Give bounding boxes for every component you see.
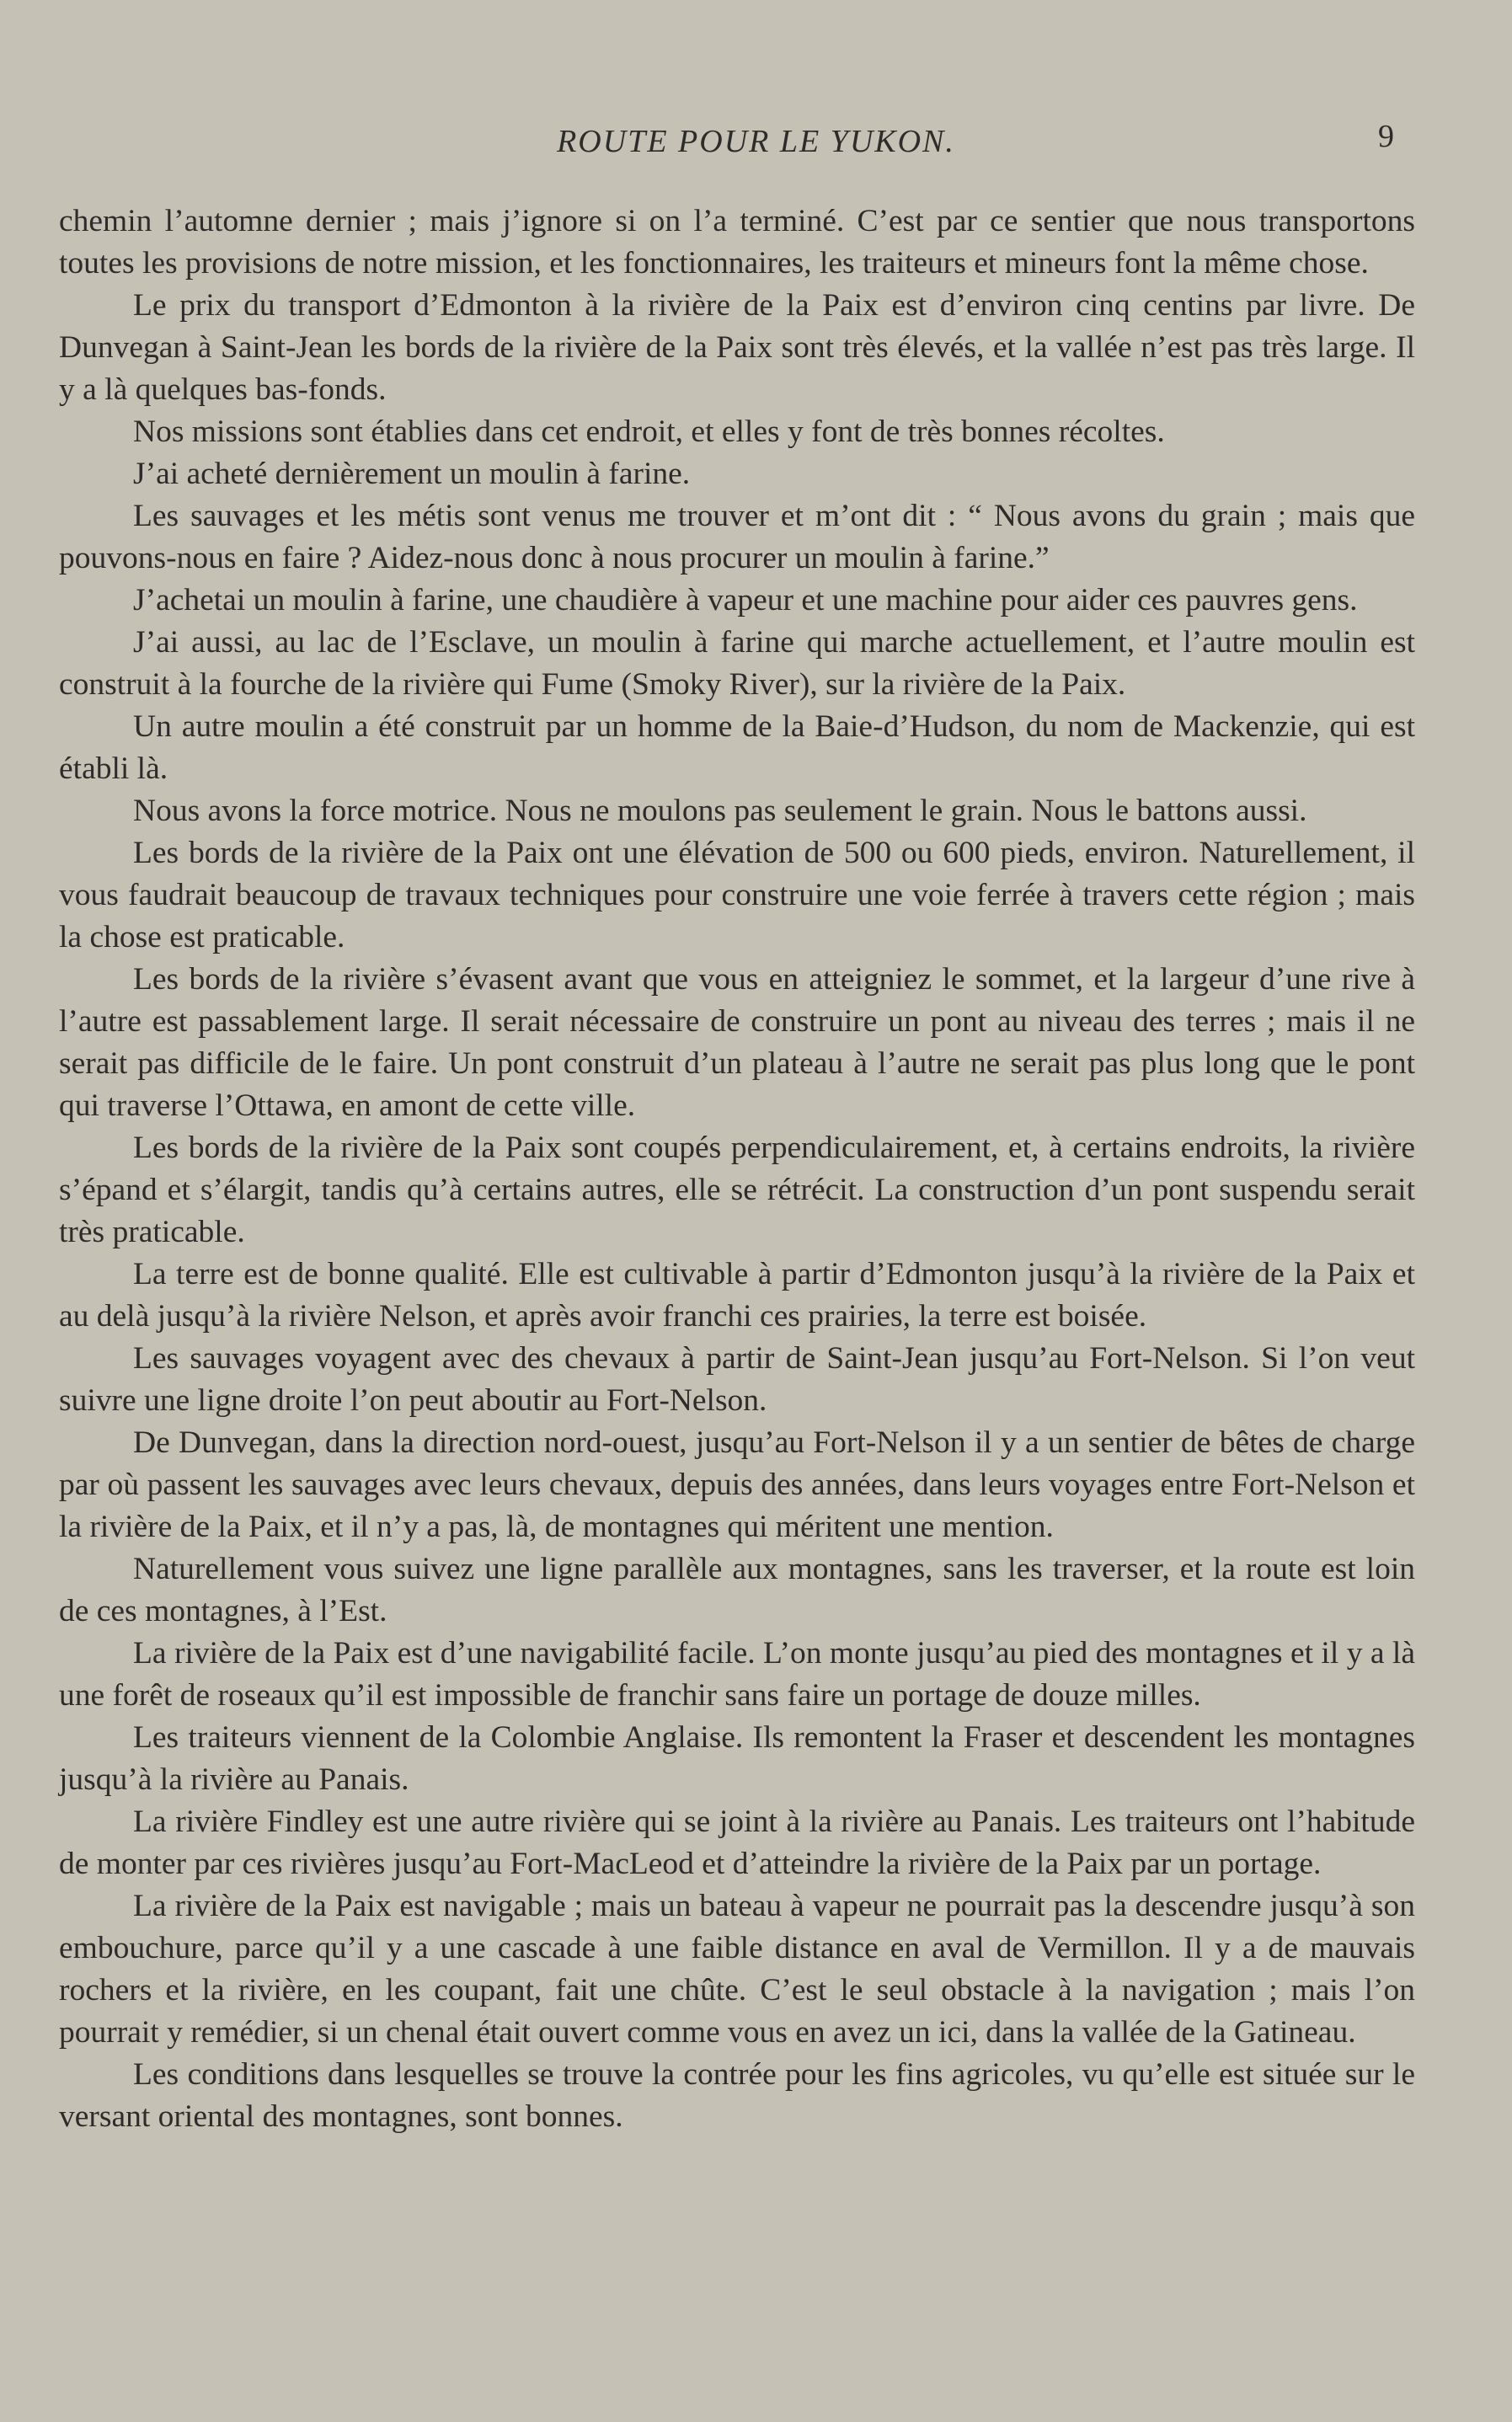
paragraph: De Dunvegan, dans la direction nord-ouest, jusqu’au Fort-Nelson il y a un sentier de bêtes de charge par où passent les sauvages avec leurs chevaux, depuis des années, dans leurs voyages entre Fort-Nelson et la rivière de la Paix, et il n’y a pas, là, de montagnes qui méritent une mention. — [59, 1425, 1415, 1544]
page-header — [76, 118, 1436, 168]
paragraph: Les bords de la rivière de la Paix sont coupés perpendiculairement, et, à certains endroits, la rivière s’épand et s’élargit, tandis qu’à certains autres, elle se rétrécit. La construction d’un pont suspendu serait très praticable. — [59, 1131, 1415, 1249]
paragraph: Nous avons la force motrice. Nous ne moulons pas seulement le grain. Nous le battons aussi. — [133, 794, 1307, 828]
paragraph: Les conditions dans lesquelles se trouve la contrée pour les fins agricoles, vu qu’elle est située sur le versant oriental des montagnes, sont bonnes. — [59, 2057, 1415, 2134]
paragraph: J’achetai un moulin à farine, une chaudière à vapeur et une machine pour aider ces pauvres gens. — [133, 583, 1358, 618]
paragraph: Les bords de la rivière s’évasent avant que vous en atteigniez le sommet, et la largeur d’une rive à l’autre est passablement large. Il serait nécessaire de construire un pont au niveau des terres ; mais il ne serait pas difficile de le faire. Un pont construit d’un plateau à l’autre ne serait pas plus long que le pont qui traverse l’Ottawa, en amont de cette ville. — [59, 962, 1415, 1123]
paragraph: Les sauvages voyagent avec des chevaux à partir de Saint-Jean jusqu’au Fort-Nelson. Si l’on veut suivre une ligne droite l’on peut aboutir au Fort-Nelson. — [59, 1341, 1415, 1418]
paragraph: J’ai acheté dernièrement un moulin à farine. — [133, 457, 691, 491]
paragraph: Nos missions sont établies dans cet endroit, et elles y font de très bonnes récoltes. — [133, 414, 1165, 449]
paragraph: Les bords de la rivière de la Paix ont une élévation de 500 ou 600 pieds, environ. Naturellement, il vous faudrait beaucoup de travaux techniques pour construire une voie ferrée à travers cette région ; mais la chose est praticable. — [59, 836, 1415, 954]
paragraph: chemin l’automne dernier ; mais j’ignore si on l’a terminé. C’est par ce sentier que nous transportons toutes les provisions de notre mission, et les fonctionnaires, les traiteurs et mineurs font la même chose. — [59, 204, 1415, 281]
body-text — [59, 200, 1415, 2138]
paragraph: J’ai aussi, au lac de l’Esclave, un moulin à farine qui marche actuellement, et l’autre moulin est construit à la fourche de la rivière qui Fume (Smoky River), sur la rivière de la Paix. — [59, 625, 1415, 702]
paragraph: Le prix du transport d’Edmonton à la rivière de la Paix est d’environ cinq centins par livre. De Dunvegan à Saint-Jean les bords de la rivière de la Paix sont très élevés, et la vallée n’est pas très large. Il y a là quelques bas-fonds. — [59, 288, 1415, 407]
paragraph: La rivière de la Paix est d’une navigabilité facile. L’on monte jusqu’au pied des montagnes et il y a là une forêt de roseaux qu’il est impossible de franchir sans faire un portage de douze milles. — [59, 1636, 1415, 1713]
paragraph: Naturellement vous suivez une ligne parallèle aux montagnes, sans les traverser, et la route est loin de ces montagnes, à l’Est. — [59, 1552, 1415, 1628]
paragraph: La rivière Findley est une autre rivière qui se joint à la rivière au Panais. Les traiteurs ont l’habitude de monter par ces rivières jusqu’au Fort-MacLeod et d’atteindre la rivière de la Paix par un portage. — [59, 1804, 1415, 1881]
paragraph: Les sauvages et les métis sont venus me trouver et m’ont dit : “ Nous avons du grain ; mais que pouvons-nous en faire ? Aidez-nous donc à nous procurer un moulin à farine.” — [59, 499, 1415, 575]
page-number: 9 — [1378, 119, 1394, 154]
running-title: ROUTE POUR LE YUKON. — [557, 124, 955, 159]
paragraph: Un autre moulin a été construit par un homme de la Baie-d’Hudson, du nom de Mackenzie, qui est établi là. — [59, 709, 1415, 786]
paragraph: La rivière de la Paix est navigable ; mais un bateau à vapeur ne pourrait pas la descendre jusqu’à son embouchure, parce qu’il y a une cascade à une faible distance en aval de Vermillon. Il y a de mauvais rochers et la rivière, en les coupant, fait une chûte. C’est le seul obstacle à la navigation ; mais l’on pourrait y remédier, si un chenal était ouvert comme vous en avez un ici, dans la vallée de la Gatineau. — [59, 1889, 1415, 2050]
paragraph: Les traiteurs viennent de la Colombie Anglaise. Ils remontent la Fraser et descendent les montagnes jusqu’à la rivière au Panais. — [59, 1720, 1415, 1797]
paragraph: La terre est de bonne qualité. Elle est cultivable à partir d’Edmonton jusqu’à la rivière de la Paix et au delà jusqu’à la rivière Nelson, et après avoir franchi ces prairies, la terre est boisée. — [59, 1257, 1415, 1334]
